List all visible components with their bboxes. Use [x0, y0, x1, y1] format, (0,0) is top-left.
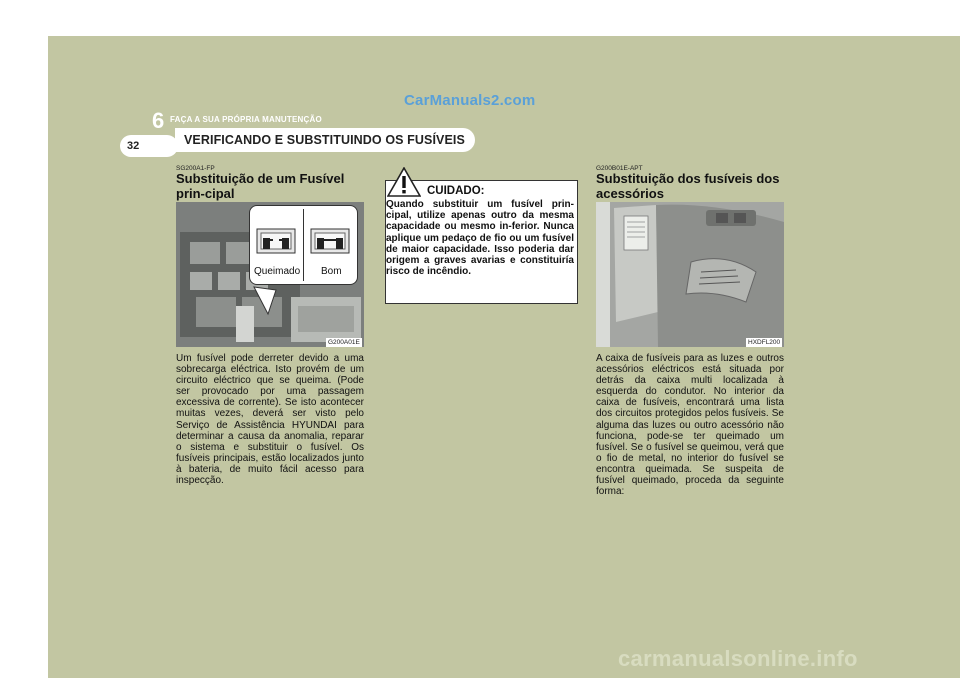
warning-triangle-icon: [387, 167, 421, 197]
watermark-top[interactable]: CarManuals2.com: [404, 92, 536, 109]
left-section-heading: Substituição de um Fusível prin-cipal: [176, 171, 345, 201]
left-body-text: Um fusível pode derreter devido a uma sobrecarga eléctrica. Isto provém de um circuito eléctrico que se queima. (Pode ser provocado por uma passagem excessiva de corrente). Se isto acontecer muitas vezes, deverá ser visto pelo Serviço de Assistência HYUNDAI para determinar a causa da anomalia, reparar o sistema e substituir o fusível. Os fusíveis principais, estão localizados junto à bateria, de muito fácil acesso para inspecção.: [176, 353, 364, 487]
chapter-number: 6: [152, 108, 165, 133]
left-section-code: SG200A1-FP: [176, 165, 215, 172]
dashboard-fuse-panel-illustration: [596, 202, 784, 347]
label-burnt: Queimado: [254, 266, 301, 277]
main-fuse-photo: [176, 202, 364, 347]
good-fuse-icon: [310, 228, 350, 254]
right-section-heading: Substituição dos fusíveis dos acessórios: [596, 171, 780, 201]
section-title: VERIFICANDO E SUBSTITUINDO OS FUSÍVEIS: [184, 133, 465, 147]
burnt-fuse-icon: [256, 228, 296, 254]
fuse-comparison-callout: [249, 205, 358, 285]
page-number: 32: [127, 140, 140, 152]
watermark-bottom[interactable]: carmanualsonline.info: [618, 646, 858, 671]
right-figure-caption: HXDFL200: [748, 339, 781, 346]
caution-body: Quando substituir um fusível prin-cipal, utilize apenas outro da mesma capacidade ou mesmo in-ferior. Nunca aplique um pedaço de fio ou um fusível de maior capacidade. Isso poderia dar origem a graves avarias e constituiría risco de incêndio.: [386, 199, 574, 278]
chapter-title: FAÇA A SUA PRÓPRIA MANUTENÇÃO: [170, 115, 322, 124]
interior-fuse-photo: [596, 202, 784, 347]
label-good: Bom: [321, 266, 342, 277]
left-figure-caption: G200A01E: [328, 339, 360, 346]
right-section-code: G200B01E-APT: [596, 165, 643, 172]
callout-divider: [303, 209, 304, 281]
caution-title: CUIDADO:: [427, 185, 485, 197]
right-body-text: A caixa de fusíveis para as luzes e outros acessórios eléctricos está situada por detrás da caixa multi localizada à esquerda do condutor. No interior da caixa de fusíveis, encontrará uma lista dos circuitos protegidos pelos fusíveis. Se alguma das luzes ou outro acessório não funciona, pode-se ter queimado um fusível. Se o fusível se queimou, verá que o fio de metal, no interior do fusível se encontra queimada. Se suspeita de fusível queimado, proceda da seguinte forma:: [596, 353, 784, 498]
